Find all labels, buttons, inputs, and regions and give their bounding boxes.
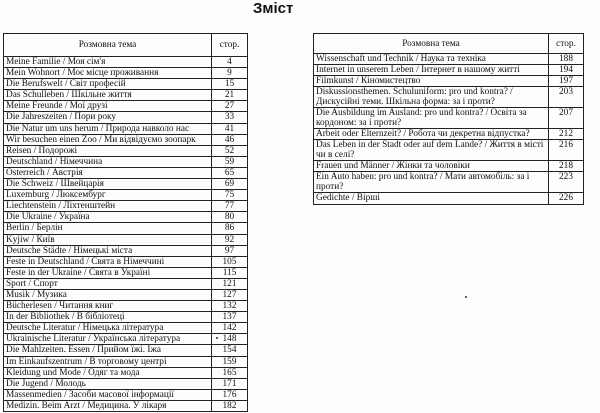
page-cell: 115 xyxy=(212,267,248,278)
table-row xyxy=(4,312,248,323)
topic-cell: Liechtenstein / Ліхтенштейн xyxy=(4,201,212,212)
topic-cell: Berlin / Берлін xyxy=(4,223,212,234)
table-row xyxy=(4,323,248,334)
topic-cell: Deutschland / Німеччина xyxy=(4,156,212,167)
topic-cell: Massenmedien / Засоби масової інформації xyxy=(4,389,212,400)
table-row xyxy=(4,245,248,256)
page-cell: 207 xyxy=(549,108,584,129)
page-cell: 80 xyxy=(212,212,248,223)
page-cell: 203 xyxy=(549,87,584,108)
topic-cell: In der Bibliothek / В бібліотеці xyxy=(4,312,212,323)
topic-cell: Arbeit oder Elternzeit? / Робота чи декретна відпустка? xyxy=(314,129,549,140)
table-row xyxy=(4,234,248,245)
topic-cell: Die Berufswelt / Світ професій xyxy=(4,79,212,90)
toc-table-left xyxy=(3,33,248,412)
topic-cell: Sport / Спорт xyxy=(4,278,212,289)
page-cell: 154 xyxy=(212,345,248,356)
page-cell: 226 xyxy=(549,193,584,204)
page-cell: 216 xyxy=(549,140,584,161)
header-page: стор. xyxy=(549,34,584,54)
page-cell: 77 xyxy=(212,201,248,212)
page-cell: 142 xyxy=(212,323,248,334)
table-row xyxy=(4,145,248,156)
topic-cell: Die Ukraine / Україна xyxy=(4,212,212,223)
table-header xyxy=(4,34,248,57)
topic-cell: Internet in unserem Leben / Інтернет в нашому житті xyxy=(314,65,549,76)
page-cell: 92 xyxy=(212,234,248,245)
page-cell: 75 xyxy=(212,190,248,201)
topic-cell: Im Einkaufszentrum / В торговому центрі xyxy=(4,356,212,367)
page-cell: 21 xyxy=(212,90,248,101)
table-row xyxy=(4,134,248,145)
page-cell: 194 xyxy=(549,65,584,76)
topic-cell: Diskussionsthemen. Schuluniform: pro und kontra? / Дискусійні теми. Шкільна форма: за і проти? xyxy=(314,87,549,108)
page-cell: 159 xyxy=(212,356,248,367)
table-row xyxy=(4,301,248,312)
scan-speck xyxy=(216,337,218,339)
topic-cell: Frauen und Männer / Жінки та чоловіки xyxy=(314,161,549,172)
table-row xyxy=(4,334,248,345)
topic-cell: Die Schweiz / Швейцарія xyxy=(4,179,212,190)
table-row xyxy=(4,79,248,90)
topic-cell: Meine Freunde / Мої друзі xyxy=(4,101,212,112)
topic-cell: Musik / Музика xyxy=(4,289,212,300)
table-row xyxy=(4,378,248,389)
table-row xyxy=(4,156,248,167)
table-row xyxy=(314,65,584,76)
topic-cell: Das Schulleben / Шкільне життя xyxy=(4,90,212,101)
table-row xyxy=(4,68,248,79)
table-row xyxy=(314,76,584,87)
table-row xyxy=(4,57,248,68)
page-cell: 9 xyxy=(212,68,248,79)
header-page: стор. xyxy=(212,34,248,57)
table-row xyxy=(4,190,248,201)
table-row xyxy=(4,212,248,223)
table-row xyxy=(4,90,248,101)
page-cell: 27 xyxy=(212,101,248,112)
page-cell: 105 xyxy=(212,256,248,267)
table-row xyxy=(4,278,248,289)
page-cell: 46 xyxy=(212,134,248,145)
table-row xyxy=(4,101,248,112)
topic-cell: Die Ausbildung im Ausland: pro und kontra? / Освіта за кордоном: за і проти? xyxy=(314,108,549,129)
page-cell: 65 xyxy=(212,167,248,178)
topic-cell: Feste in der Ukraine / Свята в Україні xyxy=(4,267,212,278)
table-row xyxy=(4,389,248,400)
table-row xyxy=(314,129,584,140)
page-cell: 223 xyxy=(549,172,584,193)
topic-cell: Meine Familie / Моя сім'я xyxy=(4,57,212,68)
page-cell: 182 xyxy=(212,400,248,411)
page-cell: 52 xyxy=(212,145,248,156)
table-row xyxy=(4,356,248,367)
topic-cell: Wissenschaft und Technik / Наука та техніка xyxy=(314,54,549,65)
table-row xyxy=(4,201,248,212)
page-cell: 171 xyxy=(212,378,248,389)
page-cell: 4 xyxy=(212,57,248,68)
page-cell: 137 xyxy=(212,312,248,323)
page-cell: 33 xyxy=(212,112,248,123)
page-cell: 69 xyxy=(212,179,248,190)
toc-table-right xyxy=(313,33,584,205)
topic-cell: Reisen / Подорожі xyxy=(4,145,212,156)
table-row xyxy=(4,123,248,134)
topic-cell: Filmkunst / Кіномистецтво xyxy=(314,76,549,87)
topic-cell: Bücherlesen / Читання книг xyxy=(4,301,212,312)
header-topic: Розмовна тема xyxy=(314,34,549,54)
topic-cell: Die Natur um uns herum / Природа навколо нас xyxy=(4,123,212,134)
page-cell: 197 xyxy=(549,76,584,87)
topic-cell: Die Jahreszeiten / Пори року xyxy=(4,112,212,123)
page-cell: 165 xyxy=(212,367,248,378)
topic-cell: Gedichte / Вірші xyxy=(314,193,549,204)
page-cell: 176 xyxy=(212,389,248,400)
page-cell: 121 xyxy=(212,278,248,289)
page-cell: 59 xyxy=(212,156,248,167)
table-row xyxy=(314,172,584,193)
table-row xyxy=(314,87,584,108)
page-cell: 148 xyxy=(212,334,248,345)
topic-cell: Die Jugend / Молодь xyxy=(4,378,212,389)
page-cell: 127 xyxy=(212,289,248,300)
table-row xyxy=(4,256,248,267)
page-cell: 188 xyxy=(549,54,584,65)
table-row xyxy=(4,267,248,278)
table-row xyxy=(314,161,584,172)
topic-cell: Wir besuchen einen Zoo / Ми відвідуємо зоопарк xyxy=(4,134,212,145)
topic-cell: Deutsche Literatur / Німецька література xyxy=(4,323,212,334)
page-title: Зміст xyxy=(253,0,294,17)
page-cell: 86 xyxy=(212,223,248,234)
table-row xyxy=(4,345,248,356)
topic-cell: Luxemburg / Люксембург xyxy=(4,190,212,201)
toc-left-body xyxy=(4,57,248,412)
table-header xyxy=(314,34,584,54)
table-row xyxy=(314,140,584,161)
topic-cell: Ukrainische Literatur / Українська література xyxy=(4,334,212,345)
scan-speck xyxy=(465,296,467,298)
topic-cell: Das Leben in der Stadt oder auf dem Lande? / Життя в місті чи в селі? xyxy=(314,140,549,161)
page-cell: 212 xyxy=(549,129,584,140)
topic-cell: Kyjiw / Київ xyxy=(4,234,212,245)
header-topic: Розмовна тема xyxy=(4,34,212,57)
table-row xyxy=(4,400,248,411)
table-row xyxy=(4,179,248,190)
table-row xyxy=(4,289,248,300)
topic-cell: Mein Wohnort / Моє місце проживання xyxy=(4,68,212,79)
table-row xyxy=(4,112,248,123)
topic-cell: Die Mahlzeiten. Essen / Прийом їжі. Їжа xyxy=(4,345,212,356)
table-row xyxy=(314,108,584,129)
topic-cell: Feste in Deutschland / Свята в Німеччині xyxy=(4,256,212,267)
page-cell: 218 xyxy=(549,161,584,172)
table-row xyxy=(4,367,248,378)
table-row xyxy=(4,223,248,234)
topic-cell: Medizin. Beim Arzt / Медицина. У лікаря xyxy=(4,400,212,411)
topic-cell: Deutsche Städte / Німецькі міста xyxy=(4,245,212,256)
page-cell: 97 xyxy=(212,245,248,256)
table-row xyxy=(4,167,248,178)
page-cell: 41 xyxy=(212,123,248,134)
topic-cell: Österreich / Австрія xyxy=(4,167,212,178)
topic-cell: Kleidung und Mode / Одяг та мода xyxy=(4,367,212,378)
table-row xyxy=(314,54,584,65)
page-cell: 15 xyxy=(212,79,248,90)
page-cell: 132 xyxy=(212,301,248,312)
table-row xyxy=(314,193,584,204)
toc-right-body xyxy=(314,54,584,205)
topic-cell: Ein Auto haben: pro und kontra? / Мати автомобіль: за і проти? xyxy=(314,172,549,193)
